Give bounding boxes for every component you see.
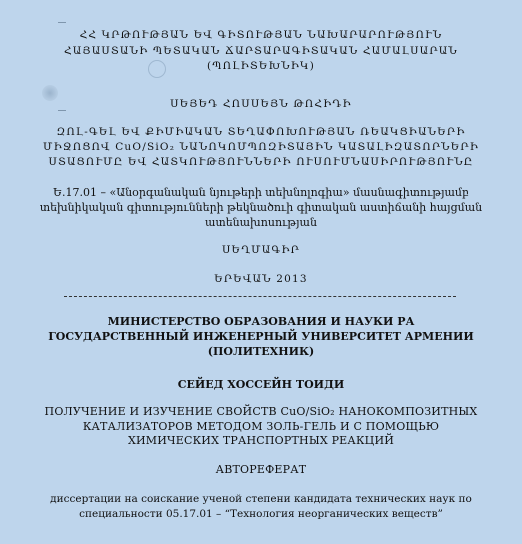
thesis-title-ru-line1: ПОЛУЧЕНИЕ И ИЗУЧЕНИЕ СВОЙСТВ CuO/SiO₂ НАНОКОМПОЗИТНЫХ — [44, 405, 478, 418]
ministry-header-ru-line1: МИНИСТЕРСТВО ОБРАЗОВАНИЯ И НАУКИ РА — [107, 315, 415, 328]
ministry-header-ru-line3: (ПОЛИТЕХНИК) — [207, 345, 315, 358]
author-name-ru: СЕЙЕД ХОССЕЙН ТОИДИ — [177, 378, 345, 391]
degree-desc-ru-line2: специальности 05.17.01 – “Технология неорганических веществ” — [79, 508, 443, 520]
thesis-title-arm-line1: ԶՈԼ-ԳԵԼ ԵՎ ՔԻՄԻԱԿԱՆ ՏԵՂԱՓՈԽՈՒԹՅԱՆ ՌԵԱԿՑԻԱՆԵՐԻ — [56, 126, 466, 138]
degree-desc-arm-line3: ատենախոսության — [205, 216, 317, 229]
author-name-arm: ՍԵՅԵԴ ՀՈՍՍԵՅՆ ԹՈՀԻԴԻ — [170, 98, 352, 110]
ministry-header-arm-line1: ՀՀ ԿՐԹՈՒԹՅԱՆ ԵՎ ԳԻՏՈՒԹՅԱՆ ՆԱԽԱՐԱՐՈՒԹՅՈՒՆ — [79, 29, 443, 41]
thesis-title-arm-line3: ՍՏԱՑՈՒՄԸ ԵՎ ՀԱՏԿՈՒԹՅՈՒՆՆԵՐԻ ՈՒՍՈՒՄՆԱՍԻՐՈՒԹՅՈՒՆԸ — [48, 156, 474, 168]
ministry-header-ru-line2: ГОСУДАРСТВЕННЫЙ ИНЖЕНЕРНЫЙ УНИВЕРСИТЕТ АРМЕНИИ — [48, 330, 474, 343]
ministry-header-arm-line3: (ՊՈԼԻՏԵԽՆԻԿ) — [207, 60, 315, 72]
doc-type-arm: ՍԵՂՄԱԳԻՐ — [221, 244, 301, 256]
degree-desc-arm-line2: տեխնիկական գիտությունների թեկնածուի գիտական աստիճանի հայցման — [39, 201, 483, 214]
degree-desc-ru-line1: диссертации на соискание ученой степени кандидата технических наук по — [50, 493, 472, 505]
degree-desc-arm-line1: Ե.17.01 – «Անօրգանական նյութերի տեխնոլոգիա» մասնագիտությամբ — [53, 186, 469, 199]
thesis-title-ru-line2: КАТАЛИЗАТОРОВ МЕТОДОМ ЗОЛЬ-ГЕЛЬ И С ПОМОЩЬЮ — [82, 420, 440, 433]
doc-type-ru: АВТОРЕФЕРАТ — [215, 463, 307, 476]
ministry-header-arm-line2: ՀԱՅԱՍՏԱՆԻ ՊԵՏԱԿԱՆ ՃԱՐՏԱՐԱԳԻՏԱԿԱՆ ՀԱՄԱԼՍԱՐԱՆ — [64, 45, 458, 57]
city-year-arm: ԵՐԵՎԱՆ 2013 — [214, 273, 308, 285]
section-divider — [64, 296, 456, 297]
thesis-title-ru-line3: ХИМИЧЕСКИХ ТРАНСПОРТНЫХ РЕАКЦИЙ — [127, 434, 395, 447]
thesis-title-arm-line2: ՄԻՋՈՑՈՎ CuO/SiO₂ ՆԱՆՈԿՈՄՊՈԶԻՏԱՅԻՆ ԿԱՏԱԼԻԶԱՏՈՐՆԵՐԻ — [42, 141, 480, 153]
edge-mark — [58, 22, 66, 23]
